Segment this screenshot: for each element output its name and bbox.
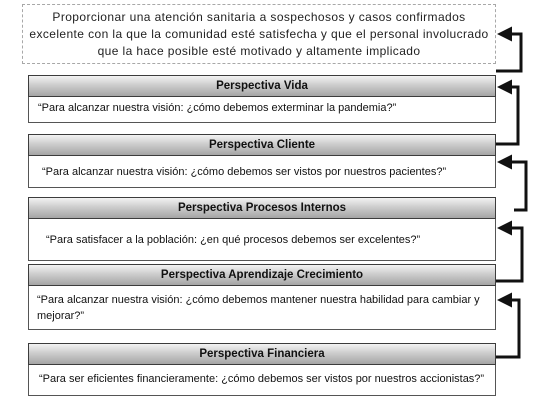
perspective-procesos-internos-question: “Para satisfacer a la población: ¿en qué procesos debemos ser excelentes?” <box>28 219 496 261</box>
arrow-vida-to-mission <box>496 34 521 71</box>
arrow-financiera-to-aprendizaje <box>496 300 519 357</box>
perspective-cliente-title: Perspectiva Cliente <box>28 134 496 156</box>
perspective-vida-title: Perspectiva Vida <box>28 75 496 97</box>
perspective-financiera-title: Perspectiva Financiera <box>28 343 496 365</box>
perspective-procesos-internos-title: Perspectiva Procesos Internos <box>28 197 496 219</box>
arrow-aprendizaje-to-procesos <box>496 228 522 281</box>
perspective-aprendizaje-crecimiento-title: Perspectiva Aprendizaje Crecimiento <box>28 264 496 286</box>
arrow-procesos-to-cliente <box>500 162 526 210</box>
mission-text: Proporcionar una atención sanitaria a sospechosos y casos confirmados excelente con la que la comunidad esté satisfecha y que el personal involucrado que la hace posible esté motivado y altamente implicado <box>29 9 489 58</box>
perspective-cliente-question: “Para alcanzar nuestra visión: ¿cómo debemos ser vistos por nuestros pacientes?” <box>28 156 496 188</box>
perspective-financiera-question: “Para ser eficientes financieramente: ¿cómo debemos ser vistos por nuestros accionistas?” <box>28 365 496 396</box>
perspective-vida-question: “Para alcanzar nuestra visión: ¿cómo debemos exterminar la pandemia?” <box>28 97 496 123</box>
perspective-aprendizaje-crecimiento-question: “Para alcanzar nuestra visión: ¿cómo debemos mantener nuestra habilidad para cambiar y mejorar?” <box>28 286 496 330</box>
arrow-cliente-to-vida <box>496 87 518 144</box>
